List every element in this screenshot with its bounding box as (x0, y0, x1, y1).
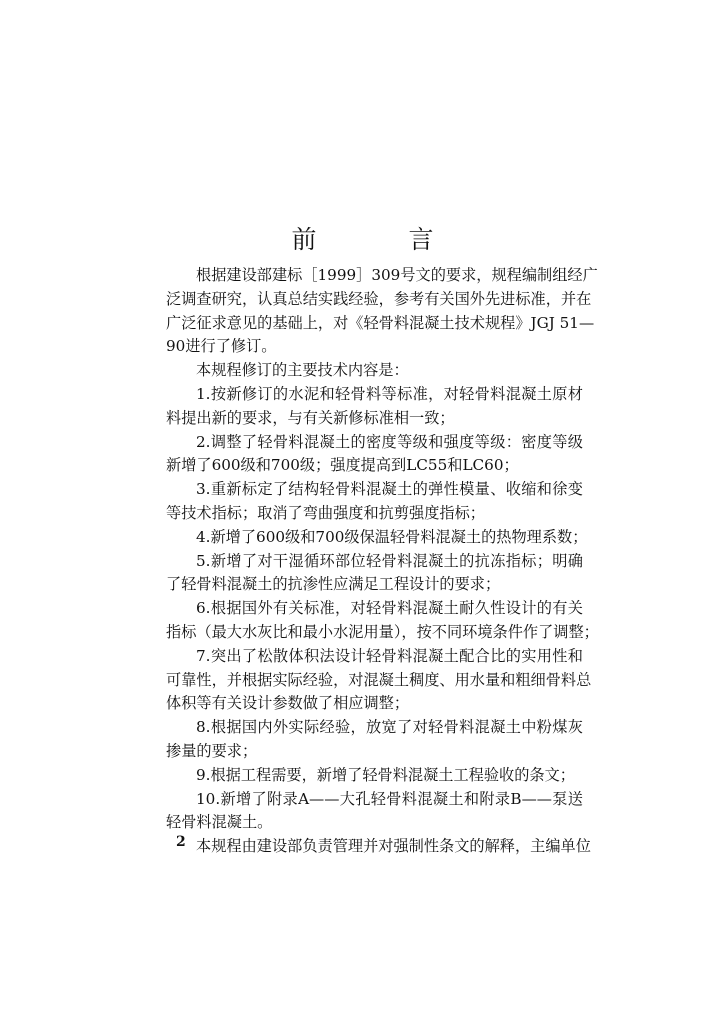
text-line: 4.新增了600级和700级保温轻骨料混凝土的热物理系数； (196, 527, 588, 546)
text-line: 5.新增了对干湿循环部位轻骨料混凝土的抗冻指标；明确 (196, 551, 583, 570)
text-line: 7.突出了松散体积法设计轻骨料混凝土配合比的实用性和 (196, 646, 583, 665)
text-line: 6.根据国外有关标准，对轻骨料混凝土耐久性设计的有关 (196, 599, 583, 618)
text-line: 轻骨料混凝土。 (166, 813, 273, 832)
text-line: 本规程修订的主要技术内容是： (196, 361, 409, 380)
text-line: 泛调查研究，认真总结实践经验，参考有关国外先进标准，并在 (166, 289, 592, 308)
page-number: 2 (176, 834, 186, 850)
text-line: 新增了600级和700级；强度提高到LC55和LC60； (166, 456, 519, 475)
text-line: 2.调整了轻骨料混凝土的密度等级和强度等级：密度等级 (196, 432, 583, 451)
text-line: 根据建设部建标［1999］309号文的要求，规程编制组经广 (196, 266, 598, 284)
text-line: 等技术指标；取消了弯曲强度和抗剪强度指标； (166, 503, 485, 522)
text-line: 10.新增了附录A——大孔轻骨料混凝土和附录B——泵送 (196, 789, 583, 808)
text-line: 1.按新修订的水泥和轻骨料等标准，对轻骨料混凝土原材 (196, 384, 583, 403)
text-line: 3.重新标定了结构轻骨料混凝土的弹性模量、收缩和徐变 (196, 480, 583, 499)
text-line: 本规程由建设部负责管理并对强制性条文的解释，主编单位 (196, 837, 591, 856)
page-title: 前 言 (291, 224, 476, 254)
text-line: 体积等有关设计参数做了相应调整； (166, 694, 409, 713)
text-line: 广泛征求意见的基础上，对《轻骨料混凝土技术规程》JGJ 51— (166, 313, 595, 332)
text-line: 指标（最大水灰比和最小水泥用量），按不同环境条件作了调整； (166, 622, 599, 641)
text-line: 了轻骨料混凝土的抗渗性应满足工程设计的要求； (166, 575, 501, 594)
text-line: 可靠性，并根据实际经验，对混凝土稠度、用水量和粗细骨料总 (166, 670, 592, 689)
text-line: 90进行了修订。 (166, 337, 277, 356)
text-line: 8.根据国内外实际经验，放宽了对轻骨料混凝土中粉煤灰 (196, 718, 583, 737)
preface-body (166, 264, 599, 859)
text-line: 9.根据工程需要，新增了轻骨料混凝土工程验收的条文； (196, 765, 575, 784)
text-line: 料提出新的要求，与有关新修标准相一致； (166, 408, 455, 427)
text-line: 掺量的要求； (166, 741, 258, 760)
